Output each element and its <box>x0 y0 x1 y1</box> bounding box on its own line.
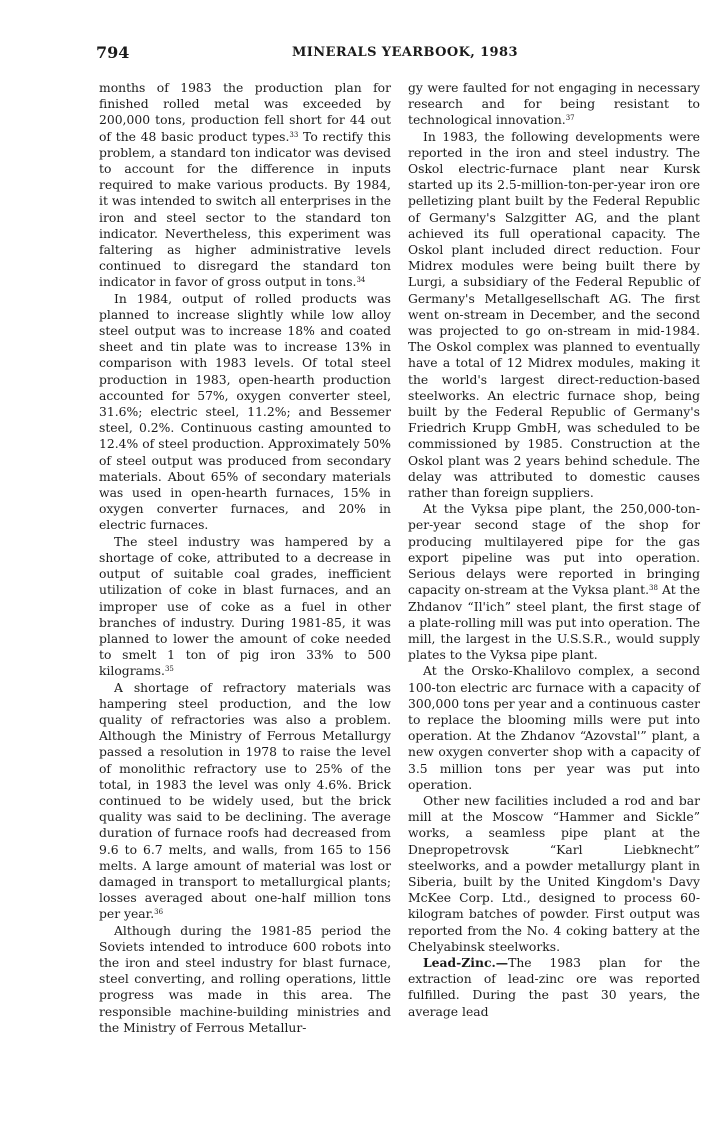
footnote-ref-36: 36 <box>154 908 164 917</box>
footnote-ref-35: 35 <box>164 665 174 674</box>
paragraph-coke-shortage: The steel industry was hampered by a shortage of coke, attributed to a decrease in output of suitable coal grades, inefficient utilization of coke in blast furnaces, and an improper use of coke as a fuel in other branches of industry. During 1981-85, it was planned to lower the amount of coke needed to smelt 1 ton of pig iron 33% to 500 kilograms.$^{35}$ <box>99 534 391 679</box>
paragraph-new-facilities: Other new facilities included a rod and bar mill at the Moscow “Hammer and Sickle” works, a seamless pipe plant at the Dnepropetrovsk “Karl Liebknecht” steelworks, and a powder metallurgy plant in Siberia, built by the United Kingdom's Davy McKee Corp. Ltd., designed to process 60-kilogram batches of powder. First output was reported from the No. 4 coking battery at the Chelyabinsk steelworks. <box>408 793 700 954</box>
right-column <box>408 80 700 1020</box>
paragraph-robots: Although during the 1981-85 period the Soviets intended to introduce 600 robots into the iron and steel industry for blast furnace, steel converting, and rolling operations, little progress was made in this area. The responsible machine-building ministries and the Ministry of Ferrous Metallur- <box>99 923 391 1035</box>
footnote-ref-34: 34 <box>356 276 366 285</box>
paragraph-lead-zinc: Lead-Zinc.—The 1983 plan for the extraction of lead-zinc ore was reported fulfilled. During the past 30 years, the average lead <box>408 954 700 1019</box>
footnote-ref-33: 33 <box>289 130 299 139</box>
paragraph-1984-output: In 1984, output of rolled products was planned to increase slightly while low alloy steel output was to increase 18% and coated sheet and tin plate was to increase 13% in comparison with 1983 levels. Of total steel production in 1983, open-hearth production accounted for 57%, oxygen converter steel, 31.6%; electric steel, 11.2%; and Bessemer steel, 0.2%. Continuous casting amounted to 12.4% of steel production. Approximately 50% of steel output was produced from secondary materials. About 65% of secondary materials was used in open-hearth furnaces, 15% in oxygen converter furnaces, and 20% in electric furnaces. <box>99 291 391 533</box>
paragraph-orsko-khalilovo: At the Orsko-Khalilovo complex, a second 100-ton electric arc furnace with a capacity of 300,000 tons per year and a continuous caster to replace the blooming mills were put into operation. At the Zhdanov “Azovstal'” plant, a new oxygen converter shop with a capacity of 3.5 million tons per year was put into operation. <box>408 664 700 792</box>
section-heading-lead-zinc: Lead-Zinc.— <box>423 954 509 970</box>
paragraph-refractories: A shortage of refractory materials was hampering steel production, and the low quality of refractories was also a problem. Although the Ministry of Ferrous Metallurgy passed a resolution in 1978 to raise the level of monolithic refractory use to 25% of the total, in 1983 the level was only 4.6%. Brick continued to be widely used, but the brick quality was said to be declining. The average duration of furnace roofs had decreased from 9.6 to 6.7 melts, and walls, from 165 to 156 melts. A large amount of material was lost or damaged in transport to metallurgical plants; losses averaged about one-half million tons per year.$^{36}$ <box>99 680 391 922</box>
page-header <box>96 43 698 63</box>
page-number: 794 <box>96 43 130 62</box>
paragraph-vyksa: At the Vyksa pipe plant, the 250,000-ton-per-year second stage of the shop for producing multilayered pipe for the gas export pipeline was put into operation. Serious delays were reported in bringing capacity on-stream at the Vyksa plant.$^{38}$ At the Zhdanov “Il'ich” steel plant, the first stage of a plate-rolling mill was put into operation. The mill, the largest in the U.S.S.R., would supply plates to the Vyksa pipe plant. <box>408 502 701 663</box>
running-title: MINERALS YEARBOOK, 1983 <box>292 45 518 60</box>
footnote-ref-37: 37 <box>565 114 575 123</box>
paragraph-oskol: In 1983, the following developments were reported in the iron and steel industry. The Oskol electric-furnace plant near Kursk started up its 2.5-million-ton-per-year iron ore pelletizing plant built by the Federal Republic of Germany's Salzgitter AG, and the plant achieved its full operational capacity. The Oskol plant included direct reduction. Four Midrex modules were being built there by Lurgi, a subsidiary of the Federal Republic of Germany's Metallgesellschaft AG. The first went on-stream in December, and the second was projected to go on-stream in mid-1984. The Oskol complex was planned to eventually have a total of 12 Midrex modules, making it the world's largest direct-reduction-based steelworks. An electric furnace shop, being built by the Federal Republic of Germany's Friedrich Krupp GmbH, was scheduled to be commissioned by 1985. Construction at the Oskol plant was 2 years behind schedule. The delay was attributed to domestic causes rather than foreign suppliers. <box>408 129 700 501</box>
footnote-ref-38: 38 <box>649 584 658 593</box>
paragraph-rolled-metal: months of 1983 the production plan for finished rolled metal was exceeded by 200,000 tons, production fell short for 44 out of the 48 basic product types.$^{33}$ To rectify this problem, a standard ton indicator was devised to account for the difference in inputs required to make various products. By 1984, it was intended to switch all enterprises in the iron and steel sector to the standard ton indicator. Nevertheless, this experiment was faltering as higher administrative levels continued to disregard the standard ton indicator in favor of gross output in tons.$^{34}$ <box>99 81 391 290</box>
paragraph-innovation: gy were faulted for not engaging in necessary research and for being resistant to technological innovation.$^{37}$ <box>408 81 700 128</box>
left-column <box>99 80 391 1036</box>
